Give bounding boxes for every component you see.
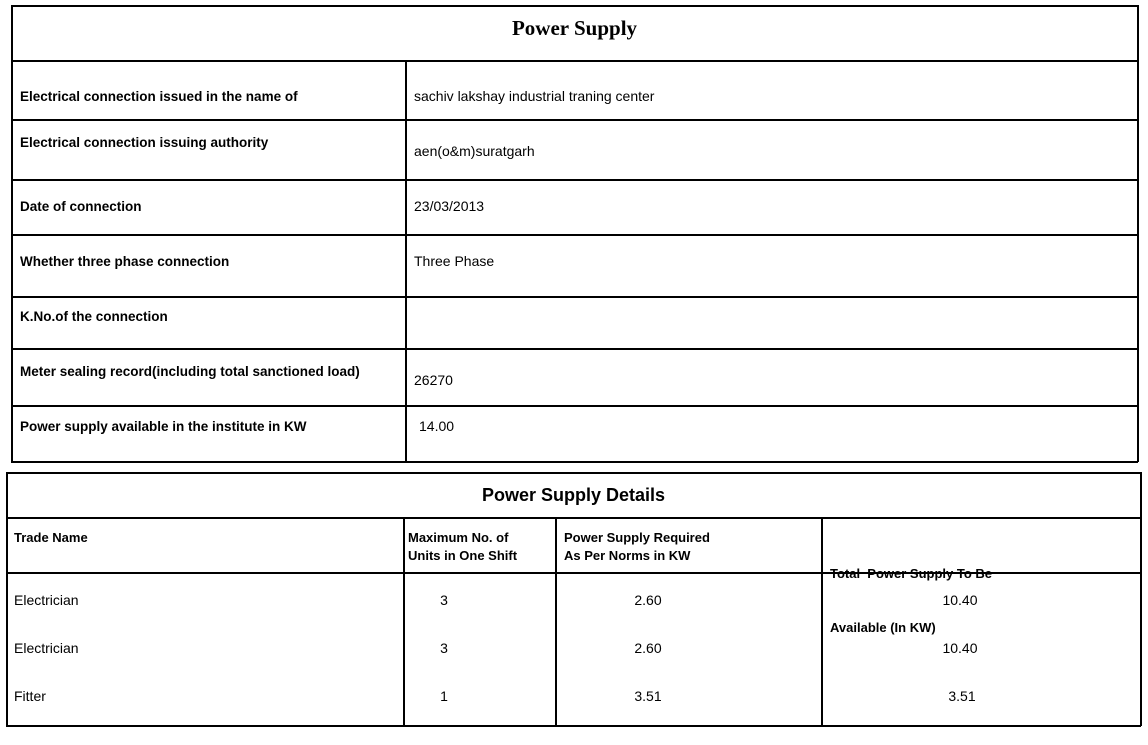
header-max-units-line2: Units in One Shift — [408, 548, 518, 563]
header-power-required — [564, 529, 710, 565]
header-max-units-line1: Maximum No. of — [408, 530, 509, 545]
connection-date-value: 23/03/2013 — [414, 198, 485, 214]
meter-sealing-label: Meter sealing record(including total sanctioned load) — [20, 364, 360, 379]
k-no-label: K.No.of the connection — [20, 309, 168, 324]
meter-sealing-value: 26270 — [414, 372, 453, 388]
power-supply-title: Power Supply — [511, 16, 638, 40]
issuing-authority-label: Electrical connection issuing authority — [20, 135, 269, 150]
three-phase-value: Three Phase — [414, 253, 495, 269]
connection-name-value: sachiv lakshay industrial traning center — [414, 88, 655, 104]
table-row-1-units: 3 — [440, 592, 448, 608]
table-row-2-total: 10.40 — [942, 640, 978, 656]
power-supply-details-title: Power Supply Details — [481, 485, 666, 505]
table-row-3-total: 3.51 — [948, 688, 976, 704]
table-row-3-required: 3.51 — [634, 688, 662, 704]
issuing-authority-value: aen(o&m)suratgarh — [414, 143, 535, 159]
header-power-required-line2: As Per Norms in KW — [564, 548, 691, 563]
header-total-power-line2: Available (In KW) — [830, 620, 936, 635]
table-row-1-required: 2.60 — [634, 592, 662, 608]
header-max-units — [408, 529, 517, 565]
table-row-1-trade: Electrician — [14, 592, 79, 608]
table-row-2-required: 2.60 — [634, 640, 662, 656]
header-total-power-line1: Total Power Supply To Be — [830, 566, 993, 581]
table-row-2-trade: Electrician — [14, 640, 79, 656]
header-trade-name — [14, 529, 88, 547]
table-row-2-units: 3 — [440, 640, 448, 656]
table-row-1-total: 10.40 — [942, 592, 978, 608]
power-available-value: 14.00 — [419, 418, 455, 434]
three-phase-label: Whether three phase connection — [20, 254, 230, 269]
header-power-required-line1: Power Supply Required — [564, 530, 710, 545]
power-available-label: Power supply available in the institute in KW — [20, 419, 307, 434]
header-trade-name-line1: Trade Name — [14, 530, 88, 545]
table-row-3-units: 1 — [440, 688, 448, 704]
connection-date-label: Date of connection — [20, 199, 142, 214]
connection-name-label: Electrical connection issued in the name of — [20, 89, 298, 104]
table-row-3-trade: Fitter — [14, 688, 46, 704]
